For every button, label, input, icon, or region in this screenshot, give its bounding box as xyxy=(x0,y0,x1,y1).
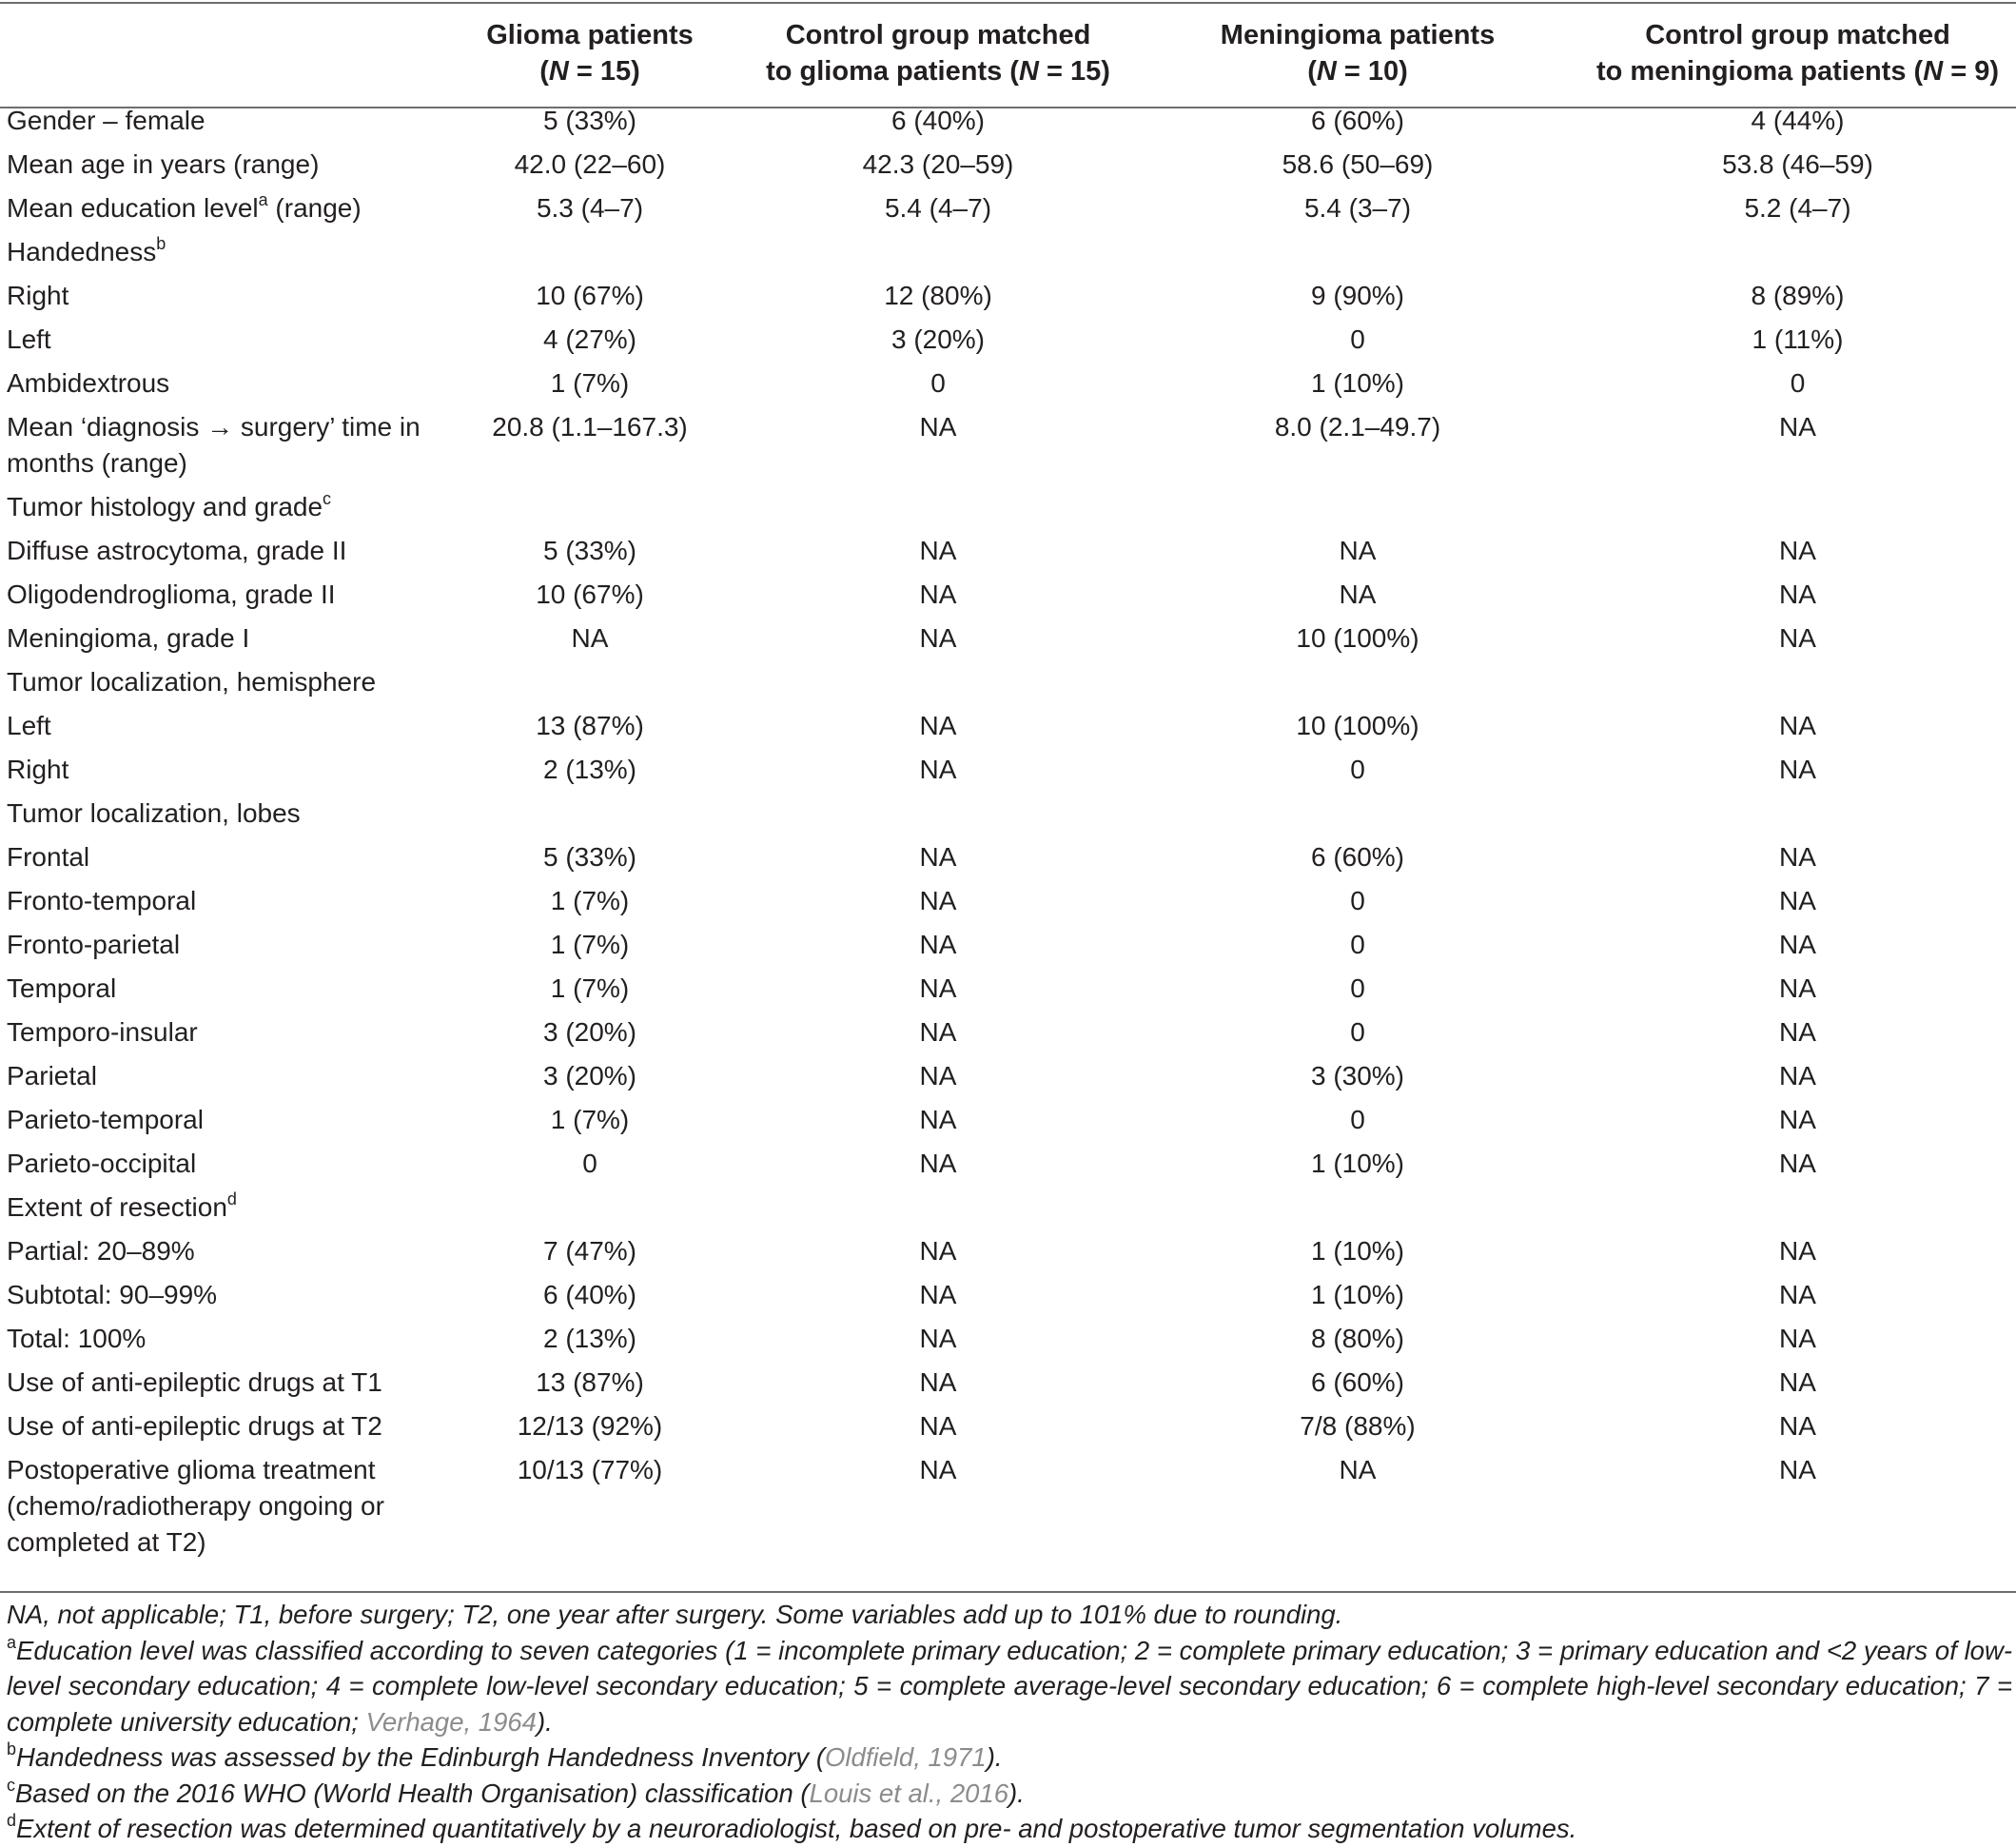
row-label: Parieto-occipital xyxy=(7,1149,197,1178)
cell-meningioma-controls: NA xyxy=(1779,1061,1816,1091)
header-row xyxy=(0,0,2016,91)
table-row xyxy=(0,1011,2016,1054)
cell-glioma-patients xyxy=(440,1186,740,1229)
table-row xyxy=(0,879,2016,923)
row-label: Partial: 20–89% xyxy=(7,1236,195,1266)
cell-meningioma-controls xyxy=(1579,1186,2016,1229)
table-row xyxy=(0,485,2016,529)
cell-meningioma-controls: NA xyxy=(1779,1236,1816,1266)
table-row xyxy=(0,660,2016,704)
cell-glioma-patients: 1 (7%) xyxy=(550,368,630,398)
row-label: Frontal xyxy=(7,842,90,872)
citation-louis[interactable]: Louis et al., 2016 xyxy=(809,1778,1009,1808)
cell-glioma-controls xyxy=(740,792,1136,835)
cell-meningioma-patients: NA xyxy=(1339,580,1377,609)
cell-meningioma-controls: NA xyxy=(1779,973,1816,1003)
cell-glioma-patients: 3 (20%) xyxy=(542,1017,637,1047)
row-label: Left xyxy=(7,711,51,740)
cell-meningioma-controls: 53.8 (46–59) xyxy=(1722,149,1873,179)
citation-oldfield[interactable]: Oldfield, 1971 xyxy=(824,1742,987,1772)
cell-meningioma-patients xyxy=(1136,230,1579,274)
cell-glioma-patients: 7 (47%) xyxy=(542,1236,637,1266)
footnote-abbreviations: NA, not applicable; T1, before surgery; T2, one year after surgery. Some variables add up to 101% due to rounding. xyxy=(7,1600,1343,1629)
table-row xyxy=(0,230,2016,274)
cell-glioma-controls: NA xyxy=(919,536,957,565)
row-label: Gender – female xyxy=(7,106,206,135)
footnote-d: $^d$Extent of resection was determined quantitatively by a neuroradiologist, based on pre- and postoperative tumor segmentation volumes. xyxy=(7,1811,1577,1843)
cell-meningioma-patients: 3 (30%) xyxy=(1310,1061,1405,1091)
cell-meningioma-patients: 0 xyxy=(1350,1017,1365,1047)
cell-glioma-controls: 5.4 (4–7) xyxy=(884,193,992,223)
cell-meningioma-controls: NA xyxy=(1779,1149,1816,1178)
cell-glioma-patients: 4 (27%) xyxy=(542,324,637,354)
cell-meningioma-controls: NA xyxy=(1779,755,1816,784)
cell-meningioma-controls xyxy=(1579,230,2016,274)
cell-meningioma-patients: 10 (100%) xyxy=(1296,711,1419,740)
cell-glioma-patients: 2 (13%) xyxy=(542,1324,637,1353)
cell-glioma-controls: 0 xyxy=(930,368,946,398)
table-row xyxy=(0,573,2016,617)
header-glioma-patients: Glioma patients (N = 15) xyxy=(486,20,694,87)
cell-meningioma-controls: NA xyxy=(1779,1324,1816,1353)
cell-meningioma-controls: NA xyxy=(1779,1411,1816,1441)
cell-glioma-patients xyxy=(440,230,740,274)
cell-glioma-controls: NA xyxy=(919,1236,957,1266)
row-label: Meningioma, grade I xyxy=(7,623,250,653)
cell-meningioma-patients xyxy=(1136,792,1579,835)
table-row xyxy=(0,529,2016,573)
footnote-a: $^a$Education level was classified according to seven categories (1 = incomplete primary education; 2 = complete primary education; 3 = primary education and <2 years of low-level secondary education; 4 = complete low-level secondary education; 5 = complete average-level secondary education; 6 = complete high-level secondary education; 7 = complete university education; Verhage, 1964). xyxy=(7,1632,2012,1737)
cell-meningioma-controls: 4 (44%) xyxy=(1751,106,1845,135)
cell-meningioma-patients: 0 xyxy=(1350,324,1365,354)
table-row xyxy=(0,405,2016,485)
header-glioma-controls: Control group matched to glioma patients (N = 15) xyxy=(766,20,1110,87)
cell-meningioma-patients: 0 xyxy=(1350,930,1365,959)
row-label: Total: 100% xyxy=(7,1324,147,1353)
table-row xyxy=(0,967,2016,1011)
cell-glioma-patients: 1 (7%) xyxy=(550,930,630,959)
table-row xyxy=(0,835,2016,879)
cell-meningioma-controls: NA xyxy=(1779,1105,1816,1134)
cell-meningioma-patients: 8.0 (2.1–49.7) xyxy=(1274,412,1441,442)
cell-glioma-controls: NA xyxy=(919,1149,957,1178)
cell-meningioma-patients: 10 (100%) xyxy=(1296,623,1419,653)
cell-meningioma-patients: 9 (90%) xyxy=(1310,281,1405,310)
cell-meningioma-patients: 58.6 (50–69) xyxy=(1282,149,1434,179)
row-label: Left xyxy=(7,324,51,354)
row-label: Right xyxy=(7,281,69,310)
cell-glioma-patients: 5 (33%) xyxy=(542,536,637,565)
cell-glioma-controls: 42.3 (20–59) xyxy=(862,149,1014,179)
cell-glioma-patients: 42.0 (22–60) xyxy=(514,149,666,179)
cell-meningioma-patients xyxy=(1136,660,1579,704)
cell-meningioma-patients: 7/8 (88%) xyxy=(1300,1411,1416,1441)
cell-meningioma-controls: NA xyxy=(1779,1280,1816,1309)
table-row xyxy=(0,1317,2016,1361)
cell-meningioma-controls: NA xyxy=(1779,1367,1816,1397)
row-label: Temporal xyxy=(7,973,117,1003)
row-label: Diffuse astrocytoma, grade II xyxy=(7,536,347,565)
table-row xyxy=(0,1229,2016,1273)
row-label: Temporo-insular xyxy=(7,1017,198,1047)
table-row xyxy=(0,617,2016,660)
table-row xyxy=(0,923,2016,967)
cell-glioma-patients: 6 (40%) xyxy=(542,1280,637,1309)
cell-meningioma-patients: 1 (10%) xyxy=(1310,1236,1405,1266)
cell-meningioma-patients: 0 xyxy=(1350,973,1365,1003)
table-row xyxy=(0,187,2016,230)
citation-verhage[interactable]: Verhage, 1964 xyxy=(365,1706,537,1737)
cell-meningioma-controls: NA xyxy=(1779,1455,1816,1484)
cell-glioma-controls: NA xyxy=(919,412,957,442)
cell-glioma-controls: NA xyxy=(919,1280,957,1309)
cell-glioma-patients: 3 (20%) xyxy=(542,1061,637,1091)
cell-glioma-patients: 10 (67%) xyxy=(536,580,644,609)
cell-glioma-controls xyxy=(740,485,1136,529)
cell-glioma-controls xyxy=(740,660,1136,704)
row-label: Mean education level$^a$ (range) xyxy=(7,190,362,223)
table-row xyxy=(0,704,2016,748)
cell-meningioma-patients: 6 (60%) xyxy=(1310,842,1405,872)
row-label: Parieto-temporal xyxy=(7,1105,204,1134)
table-row xyxy=(0,362,2016,405)
table-row xyxy=(0,91,2016,143)
table-row xyxy=(0,1405,2016,1448)
cell-glioma-patients: 10 (67%) xyxy=(536,281,644,310)
row-label: Tumor localization, hemisphere xyxy=(7,667,377,697)
row-label: Ambidextrous xyxy=(7,368,170,398)
cell-meningioma-controls: 1 (11%) xyxy=(1752,324,1844,354)
cell-glioma-patients: 1 (7%) xyxy=(550,973,630,1003)
cell-glioma-controls: NA xyxy=(919,1017,957,1047)
cell-glioma-controls xyxy=(740,230,1136,274)
cell-glioma-controls: 12 (80%) xyxy=(884,281,992,310)
cell-glioma-patients xyxy=(440,792,740,835)
cell-glioma-patients: 0 xyxy=(582,1149,597,1178)
cell-glioma-controls: 3 (20%) xyxy=(891,324,986,354)
row-label: Mean ‘diagnosis → surgery’ time in months (range) xyxy=(7,412,421,478)
row-label: Subtotal: 90–99% xyxy=(7,1280,218,1309)
cell-glioma-controls xyxy=(740,1186,1136,1229)
row-label: Use of anti-epileptic drugs at T1 xyxy=(7,1367,382,1397)
row-label: Extent of resection$^d$ xyxy=(7,1189,237,1222)
cell-glioma-controls: NA xyxy=(919,1367,957,1397)
cell-meningioma-controls: NA xyxy=(1779,886,1816,915)
cell-meningioma-patients: 5.4 (3–7) xyxy=(1303,193,1412,223)
cell-glioma-patients: 2 (13%) xyxy=(542,755,637,784)
cell-meningioma-controls: 5.2 (4–7) xyxy=(1744,193,1851,223)
cell-glioma-patients: 1 (7%) xyxy=(550,886,630,915)
row-label: Handedness$^b$ xyxy=(7,234,166,266)
table-row xyxy=(0,1361,2016,1405)
cell-glioma-patients: 10/13 (77%) xyxy=(517,1455,663,1484)
cell-meningioma-patients: 0 xyxy=(1350,755,1365,784)
cell-glioma-patients: 13 (87%) xyxy=(536,711,644,740)
cell-glioma-patients: 5 (33%) xyxy=(542,842,637,872)
cell-glioma-patients: 12/13 (92%) xyxy=(517,1411,663,1441)
footnote-b: $^b$Handedness was assessed by the Edinburgh Handedness Inventory (Oldfield, 1971). xyxy=(7,1739,1003,1772)
cell-glioma-controls: NA xyxy=(919,711,957,740)
cell-glioma-controls: NA xyxy=(919,886,957,915)
header-meningioma-controls: Control group matched to meningioma patients (N = 9) xyxy=(1596,20,1999,87)
row-label: Right xyxy=(7,755,69,784)
table-row xyxy=(0,792,2016,835)
cell-glioma-controls: NA xyxy=(919,930,957,959)
cell-glioma-patients: 5 (33%) xyxy=(542,106,637,135)
cell-glioma-patients xyxy=(440,485,740,529)
cell-glioma-patients: 13 (87%) xyxy=(536,1367,644,1397)
cell-meningioma-controls: NA xyxy=(1779,580,1816,609)
cell-meningioma-patients: 6 (60%) xyxy=(1310,1367,1405,1397)
cell-meningioma-controls: NA xyxy=(1779,1017,1816,1047)
cell-meningioma-patients: NA xyxy=(1339,536,1377,565)
cell-meningioma-controls: 8 (89%) xyxy=(1751,281,1845,310)
cell-glioma-controls: NA xyxy=(919,623,957,653)
table-row xyxy=(0,748,2016,792)
cell-glioma-controls: NA xyxy=(919,1455,957,1484)
header-empty xyxy=(0,0,440,91)
cell-glioma-controls: NA xyxy=(919,973,957,1003)
table-row xyxy=(0,1142,2016,1186)
cell-meningioma-controls: NA xyxy=(1779,930,1816,959)
cell-meningioma-controls xyxy=(1579,485,2016,529)
row-label: Parietal xyxy=(7,1061,97,1091)
table-row xyxy=(0,1054,2016,1098)
bottom-rule xyxy=(0,1591,2016,1593)
row-label: Mean age in years (range) xyxy=(7,149,320,179)
table-row xyxy=(0,1448,2016,1564)
cell-meningioma-patients xyxy=(1136,1186,1579,1229)
row-label: Oligodendroglioma, grade II xyxy=(7,580,336,609)
cell-meningioma-patients: 0 xyxy=(1350,886,1365,915)
cell-meningioma-controls: NA xyxy=(1779,711,1816,740)
cell-glioma-controls: NA xyxy=(919,1324,957,1353)
cell-meningioma-controls: NA xyxy=(1779,412,1816,442)
table-row xyxy=(0,143,2016,187)
row-label: Use of anti-epileptic drugs at T2 xyxy=(7,1411,382,1441)
table-footnotes xyxy=(7,1597,2012,1847)
table-body xyxy=(0,91,2016,1564)
row-label: Fronto-parietal xyxy=(7,930,181,959)
cell-meningioma-patients: 1 (10%) xyxy=(1310,368,1405,398)
cell-meningioma-patients: 6 (60%) xyxy=(1310,106,1405,135)
table-row xyxy=(0,318,2016,362)
header-meningioma-patients: Meningioma patients (N = 10) xyxy=(1220,20,1496,87)
cell-glioma-controls: NA xyxy=(919,755,957,784)
cell-glioma-controls: NA xyxy=(919,842,957,872)
cell-glioma-patients: 5.3 (4–7) xyxy=(536,193,644,223)
cell-meningioma-patients: NA xyxy=(1339,1455,1377,1484)
cell-glioma-controls: NA xyxy=(919,1105,957,1134)
row-label: Tumor histology and grade$^c$ xyxy=(7,489,332,521)
footnote-c: $^c$Based on the 2016 WHO (World Health Organisation) classification (Louis et al., 2016). xyxy=(7,1775,1025,1808)
cell-meningioma-controls: 0 xyxy=(1790,368,1806,398)
table-row xyxy=(0,1186,2016,1229)
table-row xyxy=(0,274,2016,318)
cell-glioma-controls: 6 (40%) xyxy=(891,106,986,135)
cell-glioma-patients: 20.8 (1.1–167.3) xyxy=(492,412,688,442)
cell-meningioma-patients: 1 (10%) xyxy=(1310,1280,1405,1309)
cell-meningioma-controls xyxy=(1579,660,2016,704)
cell-meningioma-controls xyxy=(1579,792,2016,835)
table-row xyxy=(0,1098,2016,1142)
cell-meningioma-controls: NA xyxy=(1779,536,1816,565)
cell-glioma-controls: NA xyxy=(919,580,957,609)
row-label: Tumor localization, lobes xyxy=(7,798,301,828)
cell-glioma-patients: NA xyxy=(571,623,609,653)
cell-glioma-patients xyxy=(440,660,740,704)
cell-meningioma-patients xyxy=(1136,485,1579,529)
cell-glioma-patients: 1 (7%) xyxy=(550,1105,630,1134)
cell-meningioma-patients: 0 xyxy=(1350,1105,1365,1134)
table-row xyxy=(0,1273,2016,1317)
cell-meningioma-controls: NA xyxy=(1779,623,1816,653)
cell-glioma-controls: NA xyxy=(919,1411,957,1441)
cell-meningioma-patients: 8 (80%) xyxy=(1310,1324,1405,1353)
cell-meningioma-controls: NA xyxy=(1779,842,1816,872)
row-label: Fronto-temporal xyxy=(7,886,197,915)
cell-glioma-controls: NA xyxy=(919,1061,957,1091)
cell-meningioma-patients: 1 (10%) xyxy=(1310,1149,1405,1178)
row-label: Postoperative glioma treatment (chemo/radiotherapy ongoing or completed at T2) xyxy=(7,1455,384,1557)
